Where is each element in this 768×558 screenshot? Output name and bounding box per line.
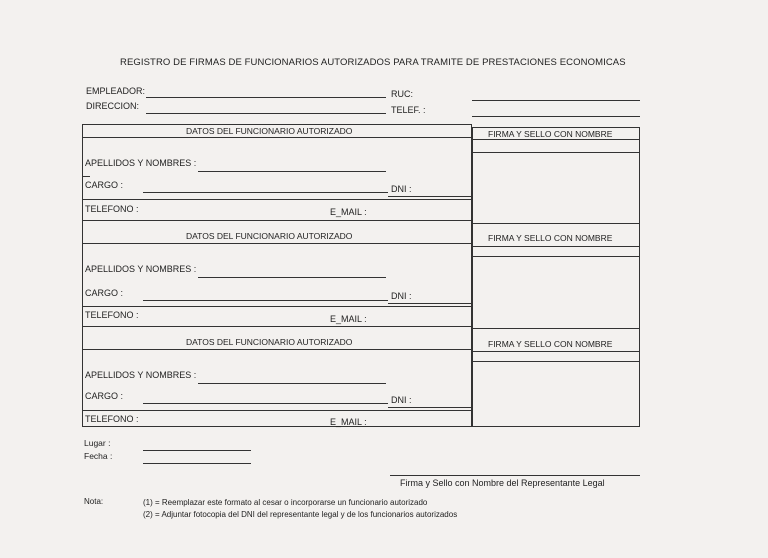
dni-field-3[interactable] — [388, 407, 472, 408]
firma-3-header-rule — [472, 351, 640, 352]
firma-1-header: FIRMA Y SELLO CON NOMBRE — [488, 129, 613, 139]
section-2-header-rule — [82, 243, 472, 244]
section-1-header: DATOS DEL FUNCIONARIO AUTORIZADO — [186, 126, 353, 136]
direccion-field[interactable] — [146, 113, 386, 114]
section-1-edge-a — [82, 176, 90, 177]
section-2-rule-b — [82, 306, 472, 307]
empleador-label: EMPLEADOR: — [86, 86, 146, 96]
firma-2-sub-rule — [472, 256, 640, 257]
nota-1: (1) = Reemplazar este formato al cesar o incorporarse un funcionario autorizado — [143, 498, 428, 507]
ruc-field[interactable] — [472, 100, 640, 101]
apellidos-label-1: APELLIDOS Y NOMBRES : — [85, 158, 197, 168]
cargo-field-2[interactable] — [143, 300, 388, 301]
representante-signature-line[interactable] — [390, 475, 640, 476]
nota-2: (2) = Adjuntar fotocopia del DNI del representante legal y de los funcionarios autorizados — [143, 510, 458, 519]
section-2-rule-c — [82, 326, 472, 327]
funcionarios-box — [82, 124, 472, 427]
firmas-box — [472, 127, 640, 427]
lugar-label: Lugar : — [84, 438, 111, 448]
cargo-field-1[interactable] — [143, 192, 388, 193]
section-3-header-rule — [82, 349, 472, 350]
lugar-field[interactable] — [143, 450, 251, 451]
section-1-rule-b — [82, 199, 472, 200]
direccion-label: DIRECCION: — [86, 101, 140, 111]
representante-label: Firma y Sello con Nombre del Representante Legal — [400, 478, 605, 488]
fecha-field[interactable] — [143, 463, 251, 464]
dni-label-1: DNI : — [391, 184, 412, 194]
firma-2-header: FIRMA Y SELLO CON NOMBRE — [488, 233, 613, 243]
apellidos-field-3[interactable] — [198, 383, 386, 384]
email-label-3: E_MAIL : — [330, 417, 367, 427]
telefono-label-3: TELEFONO : — [85, 414, 139, 424]
section-1-header-rule — [82, 137, 472, 138]
telefono-label-1: TELEFONO : — [85, 204, 139, 214]
email-label-2: E_MAIL : — [330, 314, 367, 324]
firma-1-sub-rule — [472, 152, 640, 153]
ruc-label: RUC: — [391, 89, 413, 99]
email-label-1: E_MAIL : — [330, 207, 367, 217]
notes — [143, 497, 457, 521]
cargo-label-3: CARGO : — [85, 391, 124, 401]
telef-field[interactable] — [472, 116, 640, 117]
firma-3-top-rule — [472, 328, 640, 329]
firma-3-sub-rule — [472, 361, 640, 362]
apellidos-label-2: APELLIDOS Y NOMBRES : — [85, 264, 197, 274]
dni-field-2[interactable] — [388, 303, 472, 304]
cargo-label-2: CARGO : — [85, 288, 124, 298]
section-3-rule-b — [82, 410, 472, 411]
firma-2-header-rule — [472, 246, 640, 247]
apellidos-field-1[interactable] — [198, 171, 386, 172]
telefono-label-2: TELEFONO : — [85, 310, 139, 320]
dni-field-1[interactable] — [388, 196, 472, 197]
telef-label: TELEF. : — [391, 105, 426, 115]
section-2-header: DATOS DEL FUNCIONARIO AUTORIZADO — [186, 231, 353, 241]
section-1-rule-c — [82, 220, 472, 221]
fecha-label: Fecha : — [84, 451, 113, 461]
nota-label: Nota: — [84, 497, 104, 506]
cargo-label-1: CARGO : — [85, 180, 124, 190]
section-1-tick — [82, 137, 83, 146]
empleador-field[interactable] — [146, 97, 386, 98]
form-title: REGISTRO DE FIRMAS DE FUNCIONARIOS AUTORIZADOS PARA TRAMITE DE PRESTACIONES ECONOMICAS — [120, 57, 626, 68]
cargo-field-3[interactable] — [143, 403, 388, 404]
firma-2-top-rule — [472, 223, 640, 224]
apellidos-label-3: APELLIDOS Y NOMBRES : — [85, 370, 197, 380]
firma-1-header-rule — [472, 139, 640, 140]
firma-3-header: FIRMA Y SELLO CON NOMBRE — [488, 339, 613, 349]
section-3-header: DATOS DEL FUNCIONARIO AUTORIZADO — [186, 337, 353, 347]
dni-label-3: DNI : — [391, 395, 412, 405]
dni-label-2: DNI : — [391, 291, 412, 301]
apellidos-field-2[interactable] — [198, 277, 386, 278]
